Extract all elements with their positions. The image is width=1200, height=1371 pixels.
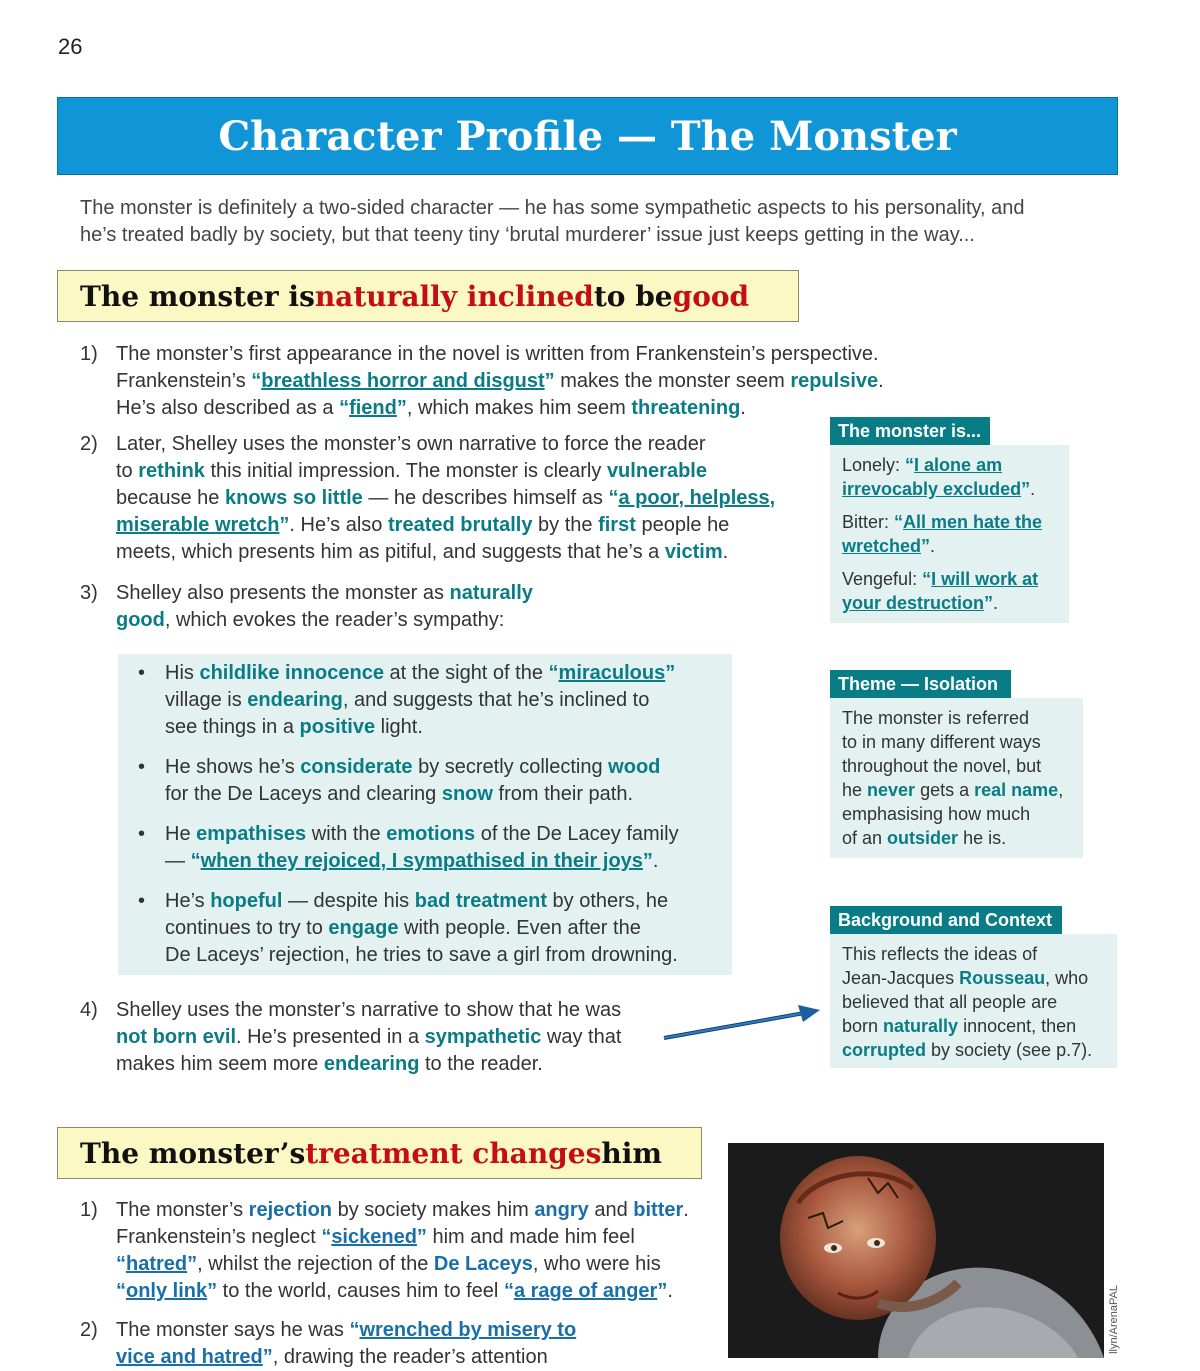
heading-text: The monster is: [80, 279, 315, 313]
intro-line: The monster is definitely a two-sided character — he has some sympathetic aspects to his personality, and: [80, 197, 1025, 219]
item-number: 2): [80, 433, 98, 455]
sidebar-tab-isolation: Theme — Isolation: [830, 670, 1011, 698]
heading-text: to be: [593, 279, 673, 313]
intro-line: he’s treated badly by society, but that teeny tiny ‘brutal murderer’ issue just keeps getting in the way...: [80, 224, 975, 246]
bullet-item: • He empathises with the emotions of the De Lacey family — “when they rejoiced, I sympathised in their joys”.: [138, 823, 679, 872]
sidebar-tab-monster-is: The monster is...: [830, 417, 990, 445]
section-heading-treatment: The monster’s treatment changes him: [57, 1127, 702, 1179]
intro-paragraph: [80, 195, 1110, 249]
quote: only link: [126, 1280, 208, 1302]
list-item: 4) Shelley uses the monster’s narrative to show that he was not born evil. He’s presented in a sympathetic way that makes him seem more endearing to the reader.: [80, 999, 622, 1075]
trait-lonely: Lonely: “I alone am irrevocably excluded”.: [842, 455, 1036, 499]
trait-vengeful: Vengeful: “I will work at your destruction”.: [842, 569, 1039, 613]
quote: a poor, helpless,: [618, 487, 776, 509]
quote: fiend: [349, 397, 397, 419]
bullet-item: • His childlike innocence at the sight of the “miraculous” village is endearing, and suggests that he’s inclined to see things in a positive light.: [138, 662, 676, 738]
item-number: 3): [80, 582, 98, 604]
quote: miserable wretch: [116, 514, 280, 536]
list-item: 3) Shelley also presents the monster as naturally good, which evokes the reader’s sympathy:: [80, 582, 533, 631]
quote: breathless horror and disgust: [261, 370, 545, 392]
sidebar-box-isolation: The monster is referred to in many different ways throughout the novel, but he never gets a real name, emphasising how much of an outsider he is.: [830, 698, 1083, 858]
section-heading-good: [57, 270, 799, 322]
list-item: 2) The monster says he was “wrenched by misery to vice and hatred”, drawing the reader’s attention: [80, 1319, 577, 1368]
monster-photo: [728, 1143, 1104, 1358]
quote: when they rejoiced, I sympathised in their joys: [200, 850, 643, 872]
quote: wrenched by misery to: [359, 1319, 577, 1341]
sidebar-tab-background: Background and Context: [830, 906, 1062, 934]
monster-actor-image: [728, 1143, 1104, 1358]
sidebar-box-background: This reflects the ideas of Jean-Jacques Rousseau, who believed that all people are born naturally innocent, then corrupted by society (see p.7).: [830, 934, 1117, 1068]
bullet-box: [118, 654, 732, 975]
item-number: 1): [80, 1199, 98, 1221]
key-term: threatening: [631, 397, 741, 419]
arrow-icon: [660, 1000, 830, 1045]
item-text: The monster’s first appearance in the novel is written from Frankenstein’s perspective.: [116, 343, 879, 365]
bullet-item: • He shows he’s considerate by secretly collecting wood for the De Laceys and clearing snow from their path.: [138, 756, 661, 805]
sidebar-box-monster-is: [830, 445, 1069, 623]
item-number: 4): [80, 999, 98, 1021]
bullet-item: • He’s hopeful — despite his bad treatment by others, he continues to try to engage with people. Even after the De Laceys’ rejection, he tries to save a girl from drowning.: [138, 890, 678, 966]
list-item: 1) The monster’s first appearance in the novel is written from Frankenstein’s perspective. Frankenstein’s “breathless horror and disgust” makes the monster seem repulsive. He’s also described as a “fiend”, which makes him seem threatening.: [80, 341, 960, 422]
key-term: repulsive: [790, 370, 879, 392]
heading-highlight: good: [672, 279, 750, 313]
trait-bitter: Bitter: “All men hate the wretched”.: [842, 512, 1043, 556]
list-item: 2) Later, Shelley uses the monster’s own narrative to force the reader to rethink this initial impression. The monster is clearly vulnerable because he knows so little — he describes himself as “a poor, helpless, miserable wretch”. He’s also treated brutally by the first people he meets, which presents him as pitiful, and suggests that he’s a victim.: [80, 433, 776, 563]
quote: vice and hatred: [116, 1346, 263, 1368]
photo-credit: llyn/ArenaPAL: [1108, 1285, 1120, 1354]
page-title: Character Profile — The Monster: [218, 112, 957, 160]
quote: a rage of anger: [513, 1280, 658, 1302]
quote: miraculous: [558, 662, 666, 684]
item-number: 1): [80, 343, 98, 365]
page-number: 26: [58, 34, 83, 59]
heading-highlight: naturally inclined: [314, 279, 594, 313]
quote: sickened: [331, 1226, 417, 1248]
item-number: 2): [80, 1319, 98, 1341]
quote: hatred: [126, 1253, 188, 1275]
list-item: 1) The monster’s rejection by society makes him angry and bitter. Frankenstein’s neglect “sickened” him and made him feel “hatred”, whilst the rejection of the De Laceys, who were his “only link” to the world, causes him to feel “a rage of anger”.: [80, 1199, 689, 1302]
title-banner: [57, 97, 1118, 175]
